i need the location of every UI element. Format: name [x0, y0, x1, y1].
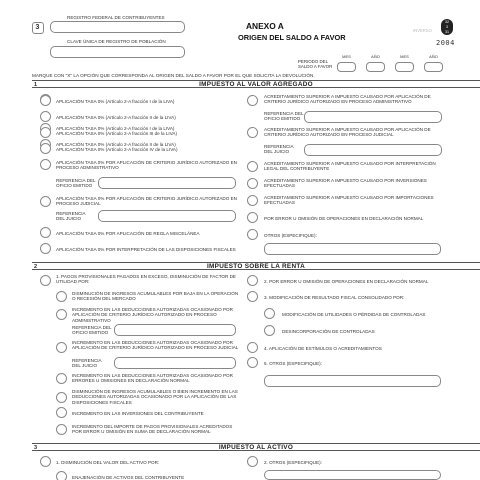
iva-otros-field[interactable]: [264, 243, 441, 255]
iva-left-ref-office-field[interactable]: [98, 177, 236, 189]
section-ia-number: 3: [34, 444, 38, 451]
form-badge: 32 3 31: [441, 19, 453, 35]
page-subtitle: ORIGEN DEL SALDO A FAVOR: [238, 33, 346, 42]
isr-ref-judgment-label: REFERENCIA DEL JUICIO: [72, 358, 102, 369]
iva-label-tasa-iv: APLICACIÓN TASA 0% (Artículo 2-A fracción IV de la LIVA): [56, 147, 178, 152]
ia-label-enajenacion: ENAJENACIÓN DE ACTIVOS DEL CONTRIBUYENTE: [72, 475, 185, 480]
iva-checkbox-tasa-iii[interactable]: [40, 127, 51, 138]
iva-right-ref-judgment-label: REFERENCIA DEL JUICIO: [264, 144, 294, 155]
section-ia-bar: [32, 443, 480, 451]
isr-checkbox-desincorporacion[interactable]: [264, 325, 275, 336]
iva-label-acred-judicial: ACREDITAMIENTO SUPERIOR A IMPUESTO CAUSADO POR APLICACIÓN DE CRITERIO JURÍDICO AUTORIZADO EN PROCESO JUDICIAL: [264, 127, 431, 138]
section-isr-number: 2: [34, 263, 38, 270]
iva-left-ref-judgment-field[interactable]: [98, 210, 236, 222]
section-ia-title: IMPUESTO AL ACTIVO: [218, 444, 294, 451]
isr-checkbox-disminucion[interactable]: [56, 291, 67, 302]
period-label-2: AÑO: [371, 54, 380, 59]
isr-label-deduc-admin: INCREMENTO EN LAS DEDUCCIONES AUTORIZADAS OCASIONADO POR APLICACIÓN DE CRITERIO JURÍDICO AUTORIZADO EN PROCESO ADMINISTRATIVO: [72, 307, 233, 323]
isr-checkbox-deduc-admin[interactable]: [56, 309, 67, 320]
iva-checkbox-acred-interpretacion[interactable]: [247, 161, 258, 172]
isr-label-disminucion: DISMINUCIÓN DE INGRESOS ACUMULABLES POR BAJA EN LA OPERACIÓN O RECESIÓN DEL MERCADO: [72, 291, 239, 302]
iva-checkbox-tasa-i[interactable]: [40, 95, 51, 106]
iva-checkbox-acred-judicial[interactable]: [247, 127, 258, 138]
rfc-field[interactable]: [50, 21, 185, 33]
isr-label-utilidades-controladas: MODIFICACIÓN DE UTILIDADES O PÉRDIDAS DE CONTROLADAS: [282, 312, 426, 317]
isr-checkbox-otros[interactable]: [247, 357, 258, 368]
instruction-text: MARQUE CON "X" LA OPCIÓN QUE CORRESPONDA AL ORIGEN DEL SALDO A FAVOR POR EL QUE SOLICITA LA DEVOLUCIÓN.: [32, 73, 315, 78]
period-label-3: MES: [400, 54, 409, 59]
curp-label: CLAVE ÚNICA DE REGISTRO DE POBLACIÓN: [67, 39, 166, 44]
isr-label-otros: 5. OTROS (ESPECIFIQUE):: [264, 361, 322, 366]
isr-ref-office-label: REFERENCIA DEL OFICIO EMITIDO: [72, 325, 112, 336]
iva-label-acred-admin: ACREDITAMIENTO SUPERIOR A IMPUESTO CAUSADO POR APLICACIÓN DE CRITERIO JURÍDICO AUTORIZADO EN PROCESO ADMINISTRATIVO: [264, 94, 431, 105]
isr-label-pagos-provisionales: INCREMENTO DEL IMPORTE DE PAGOS PROVISIONALES ACREDITADOS POR ERROR U OMISIÓN EN SUMA DE DECLARACIÓN NORMAL: [72, 424, 233, 435]
iva-checkbox-error[interactable]: [247, 212, 258, 223]
iva-label-acred-inversiones: ACREDITAMIENTO SUPERIOR A IMPUESTO CAUSADO POR INVERSIONES EFECTUADAS: [264, 178, 427, 189]
iva-label-tasa-iii: APLICACIÓN TASA 0% (Artículo 2-A fracción III de la LIVA): [56, 131, 178, 136]
ia-checkbox-disminucion[interactable]: [40, 456, 51, 467]
iva-label-acred-importaciones: ACREDITAMIENTO SUPERIOR A IMPUESTO CAUSADO POR IMPORTACIONES EFECTUADAS: [264, 195, 434, 206]
iva-checkbox-tasa-iv[interactable]: [40, 143, 51, 154]
iva-checkbox-criterio-judicial[interactable]: [40, 196, 51, 207]
brand-watermark: INVERSO: [413, 28, 432, 33]
period-label: PERIODO DEL SALDO A FAVOR: [298, 59, 333, 70]
isr-label-desincorporacion: DESINCORPORACIÓN DE CONTROLADAS: [282, 329, 375, 334]
ia-label-disminucion: 1. DISMINUCIÓN DEL VALOR DEL ACTIVO POR:: [56, 460, 160, 465]
iva-checkbox-interpretacion[interactable]: [40, 243, 51, 254]
period-end-month-field[interactable]: [395, 62, 414, 72]
iva-right-ref-judgment-field[interactable]: [304, 144, 442, 156]
isr-label-estimulos: 4. APLICACIÓN DE ESTÍMULOS O ACREDITAMIENTOS: [264, 346, 382, 351]
iva-checkbox-tasa-ii[interactable]: [40, 111, 51, 122]
iva-left-ref-judgment-label: REFERENCIA DEL JUICIO: [56, 211, 86, 222]
iva-label-criterio-admin: APLICACIÓN TASA 0% POR APLICACIÓN DE CRITERIO JURÍDICO AUTORIZADO EN PROCESO ADMINISTRATIVO: [56, 160, 237, 171]
iva-checkbox-acred-admin[interactable]: [247, 95, 258, 106]
iva-right-ref-office-field[interactable]: [304, 111, 442, 123]
form-number: 3: [35, 23, 40, 31]
iva-right-ref-office-label: REFERENCIA DEL OFICIO EMITIDO: [264, 111, 304, 122]
ia-checkbox-otros[interactable]: [247, 456, 258, 467]
isr-checkbox-disposiciones[interactable]: [56, 392, 67, 403]
isr-checkbox-pagos[interactable]: [40, 275, 51, 286]
isr-checkbox-inversiones[interactable]: [56, 407, 67, 418]
iva-label-regla: APLICACIÓN TASA 0% POR APLICACIÓN DE REGLA MISCELÁNEA: [56, 231, 200, 236]
isr-label-error-operaciones: 2. POR ERROR U OMISIÓN DE OPERACIONES EN DECLARACIÓN NORMAL: [264, 279, 429, 284]
period-label-1: MES: [342, 54, 351, 59]
isr-label-deduc-judicial: INCREMENTO EN LAS DEDUCCIONES AUTORIZADAS OCASIONADO POR APLICACIÓN DE CRITERIO JURÍDICO AUTORIZADO EN PROCESO JUDICIAL: [72, 340, 239, 351]
page-title: ANEXO A: [246, 21, 284, 31]
iva-left-ref-office-label: REFERENCIA DEL OFICIO EMITIDO: [56, 178, 96, 189]
iva-label-tasa-ii: APLICACIÓN TASA 0% (Artículo 2-A fracción II de la LIVA): [56, 115, 176, 120]
rfc-label: REGISTRO FEDERAL DE CONTRIBUYENTES: [67, 15, 165, 20]
isr-checkbox-consolidado[interactable]: [247, 291, 258, 302]
iva-label-interpretacion: APLICACIÓN TASA 0% POR INTERPRETACIÓN DE LAS DISPOSICIONES FISCALES: [56, 247, 236, 252]
form-year: 2004: [436, 39, 455, 47]
period-label-4: AÑO: [429, 54, 438, 59]
isr-label-deduc-error: INCREMENTO EN LAS DEDUCCIONES AUTORIZADAS OCASIONADO POR ERRORES U OMISIONES EN DECLARACIÓN NORMAL: [72, 373, 233, 384]
period-start-year-field[interactable]: [366, 62, 385, 72]
period-start-month-field[interactable]: [337, 62, 356, 72]
isr-label-inversiones: INCREMENTO EN LAS INVERSIONES DEL CONTRIBUYENTE: [72, 411, 204, 416]
isr-otros-field[interactable]: [264, 375, 441, 387]
section-iva-title: IMPUESTO AL VALOR AGREGADO: [199, 81, 313, 88]
iva-label-otros: OTROS (ESPECIFIQUE):: [264, 233, 317, 238]
isr-label-consolidado: 3. MODIFICACIÓN DE RESULTADO FISCAL CONSOLIDADO POR:: [264, 295, 405, 300]
ia-otros-field[interactable]: [264, 470, 441, 480]
isr-ref-judgment-field[interactable]: [114, 357, 236, 369]
section-isr-title: IMPUESTO SOBRE LA RENTA: [206, 263, 306, 270]
iva-option-2: APLICACIÓN TASA 0% (Artículo 2-A fracción II de la LIVA): [56, 142, 176, 147]
isr-checkbox-estimulos[interactable]: [247, 342, 258, 353]
isr-ref-office-field[interactable]: [114, 324, 236, 336]
iva-option-1: APLICACIÓN TASA 0% (Artículo 2-A fracción I de la LIVA): [56, 126, 175, 131]
period-end-year-field[interactable]: [424, 62, 443, 72]
ia-label-otros: 2. OTROS (ESPECIFIQUE):: [264, 460, 322, 465]
isr-checkbox-pagos-provisionales[interactable]: [56, 424, 67, 435]
isr-checkbox-deduc-error[interactable]: [56, 373, 67, 384]
iva-checkbox-criterio-admin[interactable]: [40, 159, 51, 170]
section-iva-bar: [32, 80, 480, 88]
curp-field[interactable]: [50, 46, 185, 58]
iva-label-tasa-i: APLICACIÓN TASA 0% (Artículo 2-A fracción I de la LIVA): [56, 99, 175, 104]
isr-checkbox-deduc-judicial[interactable]: [56, 342, 67, 353]
section-iva-number: 1: [34, 81, 38, 88]
iva-checkbox-regla[interactable]: [40, 227, 51, 238]
iva-checkbox-acred-inversiones[interactable]: [247, 178, 258, 189]
isr-label-pagos: 1. PAGOS PROVISIONALES PAGADOS EN EXCESO, DISMINUCIÓN DE FACTOR DE UTILIDAD POR:: [56, 274, 236, 285]
section-isr-bar: [32, 262, 480, 270]
iva-checkbox-otros[interactable]: [247, 229, 258, 240]
ia-checkbox-enajenacion[interactable]: [56, 471, 67, 480]
iva-checkbox-acred-importaciones[interactable]: [247, 195, 258, 206]
isr-checkbox-error-operaciones[interactable]: [247, 275, 258, 286]
isr-label-disposiciones: DISMINUCIÓN DE INGRESOS ACUMULABLES O BIEN INCREMENTO EN LAS DEDUCCIONES AUTORIZADAS OCASIONADO POR LA APLICACIÓN DE LAS DISPOSICIONES FISCALES: [72, 389, 238, 405]
iva-label-criterio-judicial: APLICACIÓN TASA 0% POR APLICACIÓN DE CRITERIO JURÍDICO AUTORIZADO EN PROCESO JUDICIAL: [56, 196, 237, 207]
isr-checkbox-utilidades-controladas[interactable]: [264, 308, 275, 319]
iva-label-acred-interpretacion: ACREDITAMIENTO SUPERIOR A IMPUESTO CAUSADO POR INTERPRETACIÓN LEGAL DEL CONTRIBUYENTE: [264, 161, 436, 172]
iva-label-error: POR ERROR U OMISIÓN DE OPERACIONES EN DECLARACIÓN NORMAL: [264, 216, 424, 221]
